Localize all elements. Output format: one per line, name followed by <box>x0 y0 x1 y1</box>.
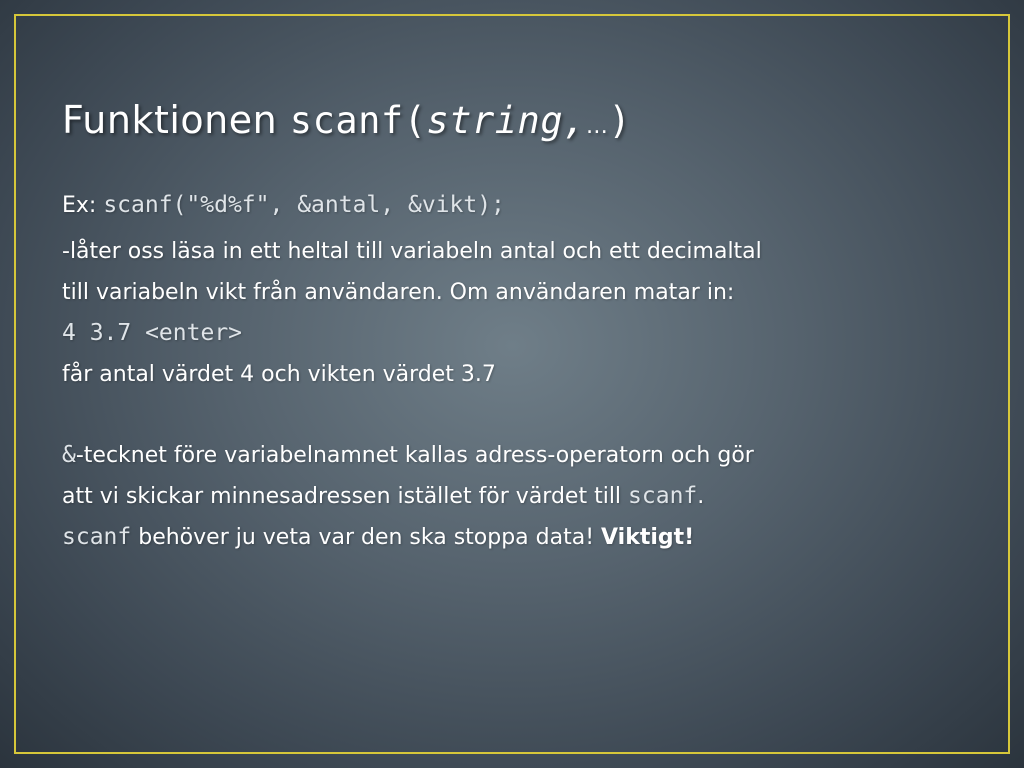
example-line <box>62 182 952 229</box>
para2-line2-code: scanf <box>628 483 698 509</box>
title-prefix: Funktionen <box>62 98 290 142</box>
important-note: Viktigt! <box>601 525 695 550</box>
example-code: scanf("%d%f", &antal, &vikt); <box>103 192 505 218</box>
input-example-line <box>62 313 952 354</box>
para2-line2-end: . <box>697 484 705 509</box>
para2-line3 <box>62 517 952 558</box>
slide-title <box>62 98 631 142</box>
para1-line1: -låter oss läsa in ett heltal till variabeln antal och ett decimaltal <box>62 239 762 264</box>
para1-line4: får antal värdet 4 och vikten värdet 3.7 <box>62 362 496 387</box>
slide-body <box>62 182 952 558</box>
para1-line2: till variabeln vikt från användaren. Om användaren matar in: <box>62 280 735 305</box>
para2-line3-text: behöver ju veta var den ska stoppa data! <box>131 525 602 550</box>
ampersand-symbol: & <box>62 442 76 468</box>
title-close-paren: ) <box>608 99 632 142</box>
example-label: Ex: <box>62 193 104 218</box>
para2-line1 <box>62 435 952 476</box>
title-ellipsis: … <box>585 114 609 139</box>
para2-line3-code: scanf <box>62 524 132 550</box>
para2-line2 <box>62 476 952 517</box>
title-function-name: scanf( <box>289 99 427 142</box>
para2-line2-text: att vi skickar minnesadressen istället för värdet till <box>62 484 629 509</box>
paragraph-gap <box>62 395 952 435</box>
title-argument: string, <box>426 99 586 142</box>
input-example-code: 4 3.7 <enter> <box>62 320 243 346</box>
para2-line1-text: -tecknet före variabelnamnet kallas adress-operatorn och gör <box>75 443 754 468</box>
